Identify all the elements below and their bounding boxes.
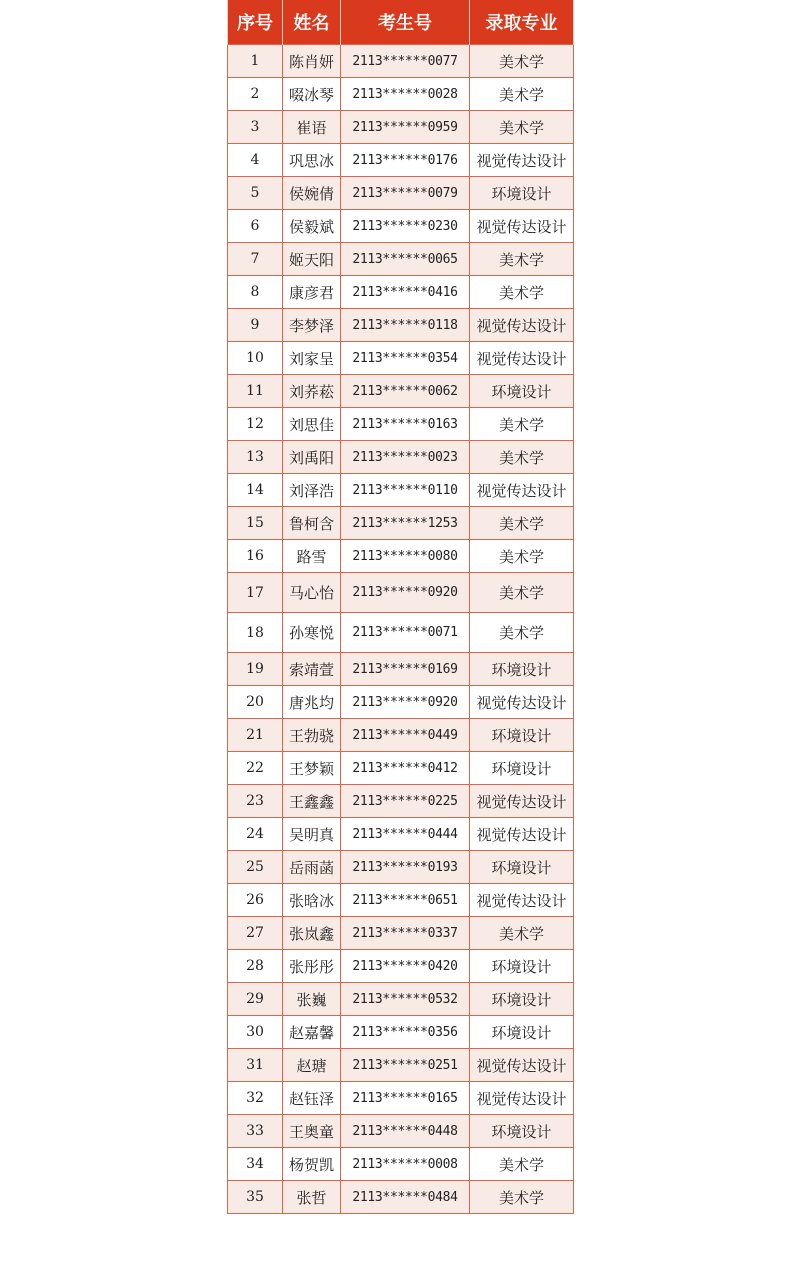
table-row [228, 884, 574, 917]
cell-admitted-major: 美术学 [470, 276, 574, 309]
cell-candidate-number: 2113******0356 [341, 1016, 470, 1049]
cell-name: 啜冰琴 [283, 78, 341, 111]
cell-serial-number: 22 [228, 752, 283, 785]
cell-candidate-number: 2113******0337 [341, 917, 470, 950]
cell-serial-number: 29 [228, 983, 283, 1016]
cell-admitted-major: 视觉传达设计 [470, 342, 574, 375]
cell-name: 陈肖妍 [283, 45, 341, 78]
cell-serial-number: 35 [228, 1181, 283, 1214]
cell-serial-number: 6 [228, 210, 283, 243]
cell-name: 岳雨菡 [283, 851, 341, 884]
cell-admitted-major: 环境设计 [470, 752, 574, 785]
cell-name: 唐兆均 [283, 686, 341, 719]
cell-admitted-major: 环境设计 [470, 983, 574, 1016]
table-row [228, 950, 574, 983]
cell-admitted-major: 环境设计 [470, 177, 574, 210]
cell-serial-number: 9 [228, 309, 283, 342]
cell-admitted-major: 环境设计 [470, 1016, 574, 1049]
cell-name: 刘荞菘 [283, 375, 341, 408]
cell-serial-number: 31 [228, 1049, 283, 1082]
cell-serial-number: 23 [228, 785, 283, 818]
cell-serial-number: 25 [228, 851, 283, 884]
table-row [228, 1181, 574, 1214]
table-body [228, 45, 574, 1214]
cell-candidate-number: 2113******0448 [341, 1115, 470, 1148]
cell-serial-number: 12 [228, 408, 283, 441]
cell-name: 孙寒悦 [283, 613, 341, 653]
cell-admitted-major: 视觉传达设计 [470, 1049, 574, 1082]
cell-admitted-major: 环境设计 [470, 719, 574, 752]
cell-admitted-major: 美术学 [470, 613, 574, 653]
cell-name: 王奥童 [283, 1115, 341, 1148]
cell-name: 侯毅斌 [283, 210, 341, 243]
table-row [228, 1148, 574, 1181]
table-row [228, 686, 574, 719]
cell-candidate-number: 2113******0077 [341, 45, 470, 78]
cell-admitted-major: 美术学 [470, 441, 574, 474]
cell-serial-number: 20 [228, 686, 283, 719]
cell-candidate-number: 2113******1253 [341, 507, 470, 540]
cell-candidate-number: 2113******0416 [341, 276, 470, 309]
cell-admitted-major: 环境设计 [470, 1115, 574, 1148]
cell-serial-number: 2 [228, 78, 283, 111]
cell-candidate-number: 2113******0920 [341, 573, 470, 613]
cell-candidate-number: 2113******0354 [341, 342, 470, 375]
cell-candidate-number: 2113******0071 [341, 613, 470, 653]
cell-serial-number: 7 [228, 243, 283, 276]
cell-name: 王梦颖 [283, 752, 341, 785]
cell-candidate-number: 2113******0193 [341, 851, 470, 884]
cell-serial-number: 27 [228, 917, 283, 950]
cell-serial-number: 13 [228, 441, 283, 474]
cell-serial-number: 32 [228, 1082, 283, 1115]
cell-name: 赵嘉馨 [283, 1016, 341, 1049]
cell-name: 王鑫鑫 [283, 785, 341, 818]
table-row [228, 144, 574, 177]
header-serial-number: 序号 [228, 0, 283, 45]
table-row [228, 78, 574, 111]
cell-candidate-number: 2113******0251 [341, 1049, 470, 1082]
cell-name: 索靖萱 [283, 653, 341, 686]
cell-candidate-number: 2113******0225 [341, 785, 470, 818]
cell-admitted-major: 视觉传达设计 [470, 144, 574, 177]
cell-serial-number: 10 [228, 342, 283, 375]
table-row [228, 818, 574, 851]
table-row [228, 342, 574, 375]
table-row [228, 1082, 574, 1115]
cell-name: 刘泽浩 [283, 474, 341, 507]
table-row [228, 507, 574, 540]
cell-serial-number: 3 [228, 111, 283, 144]
cell-admitted-major: 美术学 [470, 111, 574, 144]
table-row [228, 309, 574, 342]
header-candidate-number: 考生号 [341, 0, 470, 45]
cell-serial-number: 19 [228, 653, 283, 686]
cell-name: 王勃骁 [283, 719, 341, 752]
cell-name: 刘思佳 [283, 408, 341, 441]
cell-name: 李梦泽 [283, 309, 341, 342]
cell-candidate-number: 2113******0532 [341, 983, 470, 1016]
cell-name: 刘家呈 [283, 342, 341, 375]
cell-candidate-number: 2113******0651 [341, 884, 470, 917]
cell-serial-number: 34 [228, 1148, 283, 1181]
cell-candidate-number: 2113******0444 [341, 818, 470, 851]
cell-serial-number: 33 [228, 1115, 283, 1148]
cell-candidate-number: 2113******0062 [341, 375, 470, 408]
cell-serial-number: 17 [228, 573, 283, 613]
cell-name: 张哲 [283, 1181, 341, 1214]
table-row [228, 111, 574, 144]
cell-candidate-number: 2113******0028 [341, 78, 470, 111]
header-admitted-major: 录取专业 [470, 0, 574, 45]
cell-candidate-number: 2113******0176 [341, 144, 470, 177]
cell-candidate-number: 2113******0920 [341, 686, 470, 719]
cell-candidate-number: 2113******0169 [341, 653, 470, 686]
cell-candidate-number: 2113******0420 [341, 950, 470, 983]
cell-serial-number: 21 [228, 719, 283, 752]
cell-admitted-major: 美术学 [470, 243, 574, 276]
cell-admitted-major: 美术学 [470, 78, 574, 111]
cell-admitted-major: 美术学 [470, 540, 574, 573]
cell-admitted-major: 视觉传达设计 [470, 210, 574, 243]
cell-admitted-major: 视觉传达设计 [470, 785, 574, 818]
table-row [228, 210, 574, 243]
cell-name: 路雪 [283, 540, 341, 573]
cell-admitted-major: 环境设计 [470, 950, 574, 983]
cell-serial-number: 1 [228, 45, 283, 78]
cell-name: 马心怡 [283, 573, 341, 613]
cell-candidate-number: 2113******0080 [341, 540, 470, 573]
table-row [228, 243, 574, 276]
cell-name: 巩思冰 [283, 144, 341, 177]
cell-admitted-major: 视觉传达设计 [470, 884, 574, 917]
table-row [228, 785, 574, 818]
cell-admitted-major: 美术学 [470, 507, 574, 540]
table-row [228, 441, 574, 474]
cell-candidate-number: 2113******0023 [341, 441, 470, 474]
cell-admitted-major: 环境设计 [470, 653, 574, 686]
cell-admitted-major: 环境设计 [470, 375, 574, 408]
cell-candidate-number: 2113******0079 [341, 177, 470, 210]
cell-name: 赵钰泽 [283, 1082, 341, 1115]
table-row [228, 177, 574, 210]
cell-serial-number: 8 [228, 276, 283, 309]
table-row [228, 1049, 574, 1082]
cell-candidate-number: 2113******0230 [341, 210, 470, 243]
cell-name: 杨贺凯 [283, 1148, 341, 1181]
cell-name: 赵瑭 [283, 1049, 341, 1082]
cell-admitted-major: 美术学 [470, 573, 574, 613]
table-row [228, 613, 574, 653]
cell-candidate-number: 2113******0412 [341, 752, 470, 785]
cell-admitted-major: 视觉传达设计 [470, 309, 574, 342]
cell-candidate-number: 2113******0163 [341, 408, 470, 441]
cell-admitted-major: 视觉传达设计 [470, 474, 574, 507]
cell-candidate-number: 2113******0118 [341, 309, 470, 342]
cell-name: 崔语 [283, 111, 341, 144]
cell-candidate-number: 2113******0110 [341, 474, 470, 507]
admission-table [227, 0, 574, 1214]
cell-serial-number: 26 [228, 884, 283, 917]
cell-name: 张巍 [283, 983, 341, 1016]
cell-candidate-number: 2113******0165 [341, 1082, 470, 1115]
cell-serial-number: 16 [228, 540, 283, 573]
cell-admitted-major: 美术学 [470, 45, 574, 78]
cell-admitted-major: 美术学 [470, 1148, 574, 1181]
cell-admitted-major: 美术学 [470, 917, 574, 950]
table-row [228, 1115, 574, 1148]
table-header-row [228, 0, 574, 45]
cell-serial-number: 24 [228, 818, 283, 851]
cell-admitted-major: 美术学 [470, 408, 574, 441]
table-row [228, 474, 574, 507]
cell-name: 康彦君 [283, 276, 341, 309]
table-row [228, 573, 574, 613]
table-row [228, 653, 574, 686]
cell-admitted-major: 视觉传达设计 [470, 818, 574, 851]
cell-serial-number: 5 [228, 177, 283, 210]
cell-serial-number: 18 [228, 613, 283, 653]
table-row [228, 276, 574, 309]
cell-name: 刘禹阳 [283, 441, 341, 474]
table-row [228, 752, 574, 785]
cell-name: 吴明真 [283, 818, 341, 851]
cell-candidate-number: 2113******0008 [341, 1148, 470, 1181]
table-row [228, 917, 574, 950]
table-row [228, 45, 574, 78]
cell-serial-number: 11 [228, 375, 283, 408]
cell-admitted-major: 环境设计 [470, 851, 574, 884]
cell-admitted-major: 视觉传达设计 [470, 1082, 574, 1115]
table-row [228, 719, 574, 752]
cell-name: 鲁柯含 [283, 507, 341, 540]
table-row [228, 851, 574, 884]
cell-name: 张彤彤 [283, 950, 341, 983]
cell-name: 张岚鑫 [283, 917, 341, 950]
table-row [228, 408, 574, 441]
table-row [228, 1016, 574, 1049]
cell-serial-number: 4 [228, 144, 283, 177]
header-name: 姓名 [283, 0, 341, 45]
cell-name: 姬天阳 [283, 243, 341, 276]
table-row [228, 983, 574, 1016]
cell-admitted-major: 美术学 [470, 1181, 574, 1214]
cell-name: 张晗冰 [283, 884, 341, 917]
cell-serial-number: 30 [228, 1016, 283, 1049]
cell-serial-number: 15 [228, 507, 283, 540]
cell-serial-number: 14 [228, 474, 283, 507]
cell-candidate-number: 2113******0484 [341, 1181, 470, 1214]
cell-candidate-number: 2113******0959 [341, 111, 470, 144]
table-row [228, 540, 574, 573]
cell-candidate-number: 2113******0065 [341, 243, 470, 276]
table-row [228, 375, 574, 408]
cell-serial-number: 28 [228, 950, 283, 983]
cell-candidate-number: 2113******0449 [341, 719, 470, 752]
cell-admitted-major: 视觉传达设计 [470, 686, 574, 719]
cell-name: 侯婉倩 [283, 177, 341, 210]
